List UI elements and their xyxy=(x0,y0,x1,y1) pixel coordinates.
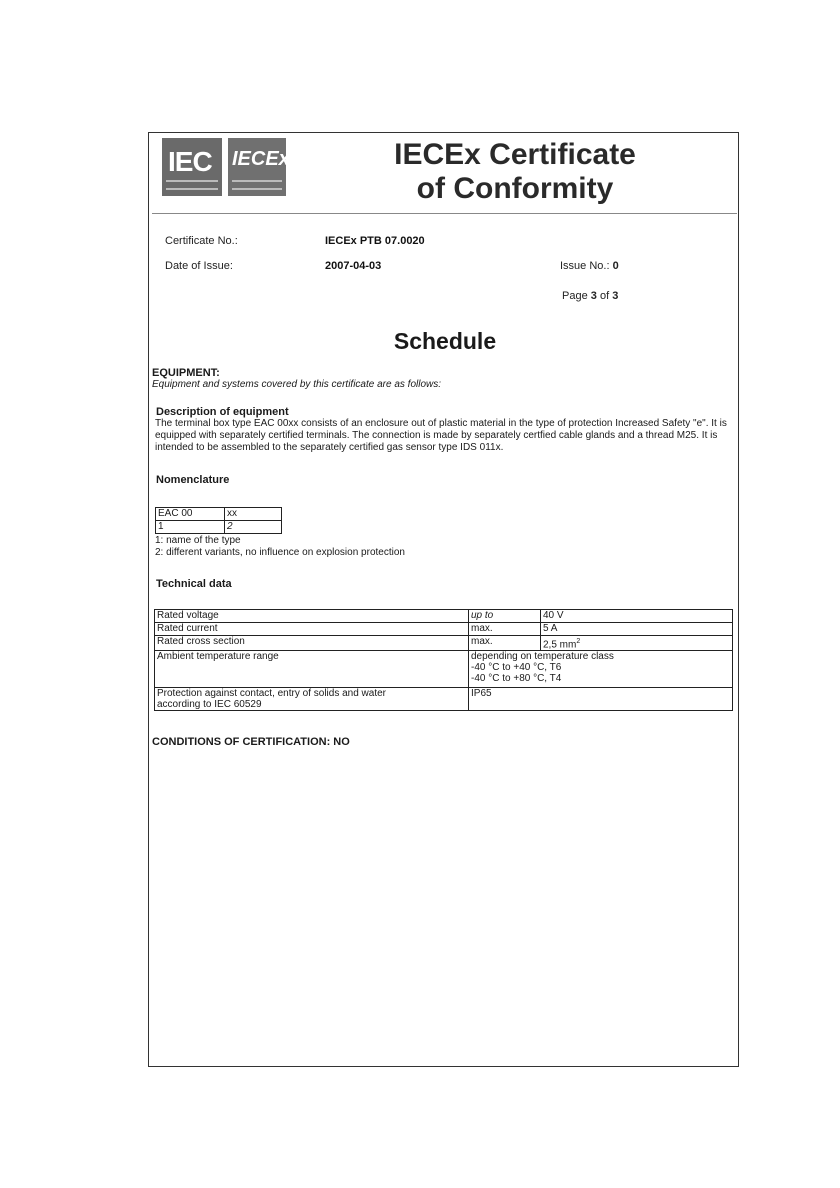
table-row xyxy=(155,651,733,688)
table-cell: 40 V xyxy=(541,610,733,623)
iec-logo xyxy=(162,138,222,196)
schedule-heading: Schedule xyxy=(393,328,497,354)
equipment-heading: EQUIPMENT: xyxy=(152,367,220,379)
table-cell: 5 A xyxy=(541,623,733,636)
table-row xyxy=(156,508,282,521)
nomenclature-note-2: 2: different variants, no influence on explosion protection xyxy=(155,547,405,558)
table-row xyxy=(155,610,733,623)
table-cell: 2,5 $mm^2$ xyxy=(541,636,733,651)
equipment-subheading: Equipment and systems covered by this certificate are as follows: xyxy=(152,379,442,390)
table-cell: 1 xyxy=(156,521,225,534)
table-cell: 2 xyxy=(225,521,282,534)
table-row xyxy=(155,636,733,651)
table-cell: IP65 xyxy=(469,688,733,711)
table-row xyxy=(155,623,733,636)
table-cell: EAC 00 xyxy=(156,508,225,521)
issue-label: Issue No.: xyxy=(560,260,610,272)
date-value: 2007-04-03 xyxy=(325,260,382,272)
page-number: Page 3 of 3 xyxy=(562,290,619,302)
table-cell: Rated cross section xyxy=(155,636,469,651)
cert-no-value: IECEx PTB 07.0020 xyxy=(325,235,425,247)
header-divider xyxy=(152,213,737,214)
table-cell: Rated voltage xyxy=(155,610,469,623)
page-title xyxy=(330,138,700,206)
table-cell: max. xyxy=(469,636,541,651)
table-row xyxy=(156,521,282,534)
table-cell: Protection against contact, entry of solids and water according to IEC 60529 xyxy=(155,688,469,711)
cert-no-label: Certificate No.: xyxy=(165,235,238,247)
table-cell: depending on temperature class -40 °C to +40 °C, T6 -40 °C to +80 °C, T4 xyxy=(469,651,733,688)
table-cell: max. xyxy=(469,623,541,636)
date-label: Date of Issue: xyxy=(165,260,233,272)
technical-heading: Technical data xyxy=(156,578,232,590)
description-text: The terminal box type EAC 00xx consists of an enclosure out of plastic material in the type of protection Increased Safety "e". It is equipped with separately certified terminals. The connection is made by separately certfied cable glands and a thread M25. It is intended to be assembled to the separately certified gas sensor type IDS 011x. xyxy=(155,418,727,453)
nomenclature-note-1: 1: name of the type xyxy=(155,535,241,546)
iecex-logo xyxy=(228,138,290,196)
table-row xyxy=(155,688,733,711)
nomenclature-table xyxy=(155,507,282,534)
certificate-frame xyxy=(148,132,739,1067)
issue-value: 0 xyxy=(612,260,619,272)
iecex-logo-text: IECEx xyxy=(232,148,290,170)
issue-no xyxy=(560,260,619,272)
table-cell: Ambient temperature range xyxy=(155,651,469,688)
iec-logo-text: IEC xyxy=(168,146,212,177)
description-heading: Description of equipment xyxy=(156,406,289,418)
technical-table xyxy=(154,609,733,711)
table-cell: Rated current xyxy=(155,623,469,636)
table-cell: xx xyxy=(225,508,282,521)
conditions-of-certification: CONDITIONS OF CERTIFICATION: NO xyxy=(152,736,350,748)
nomenclature-heading: Nomenclature xyxy=(156,474,230,486)
title-line-1: IECEx Certificate xyxy=(394,138,636,171)
table-cell: up to xyxy=(469,610,541,623)
title-line-2: of Conformity xyxy=(416,172,614,205)
